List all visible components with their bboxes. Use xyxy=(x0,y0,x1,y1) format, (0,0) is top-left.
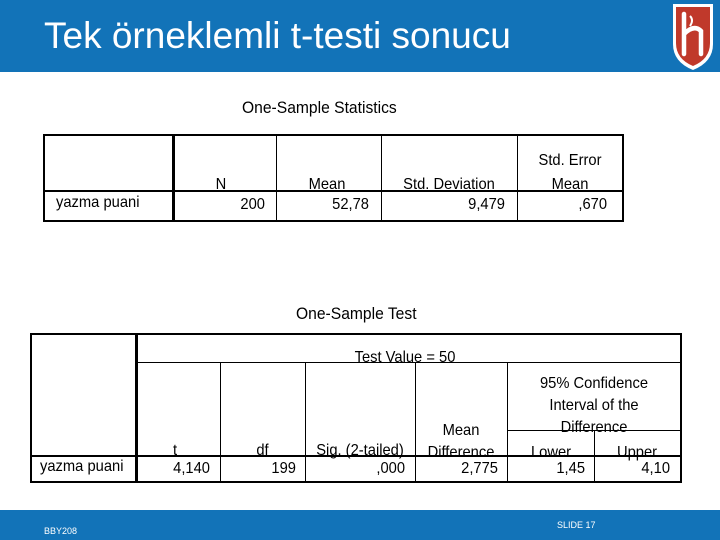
test-header-df: df xyxy=(256,442,269,459)
test-divider-label xyxy=(135,333,138,483)
test-value-upper: 4,10 xyxy=(641,460,670,477)
stats-border-right xyxy=(622,134,624,222)
test-border-bottom xyxy=(30,481,682,483)
test-value-mean-diff: 2,775 xyxy=(461,460,498,477)
stats-header-std-error-line1: Std. Error xyxy=(538,152,602,169)
test-header-ci-line3: Difference xyxy=(560,419,628,436)
stats-row-label: yazma puani xyxy=(56,194,140,211)
stats-divider-1 xyxy=(276,134,277,222)
footer-course-code: BBY208 xyxy=(44,526,78,536)
test-row-label: yazma puani xyxy=(40,458,124,475)
test-header-t: t xyxy=(172,442,178,459)
stats-border-left xyxy=(43,134,45,222)
test-value-t: 4,140 xyxy=(173,460,210,477)
footer-slide-number: SLIDE 17 xyxy=(557,520,596,530)
stats-table-title: One-Sample Statistics xyxy=(242,98,397,117)
test-value-label: Test Value = 50 xyxy=(354,349,456,366)
test-header-upper: Upper xyxy=(616,444,658,461)
stats-value-n: 200 xyxy=(240,196,265,213)
stats-value-mean: 52,78 xyxy=(332,196,369,213)
stats-header-std-dev: Std. Deviation xyxy=(403,176,495,193)
test-value-df: 199 xyxy=(271,460,296,477)
test-header-sig: Sig. (2-tailed) xyxy=(316,442,404,459)
stats-divider-label xyxy=(172,134,175,222)
test-header-mean-diff-line1: Mean xyxy=(442,422,480,439)
test-border-left xyxy=(30,333,32,483)
test-header-lower: Lower xyxy=(530,444,572,461)
test-header-mean-diff-line2: Difference xyxy=(427,444,495,461)
test-divider-2 xyxy=(305,362,306,483)
hacettepe-h-logo-icon xyxy=(668,0,718,72)
stats-border-top xyxy=(43,134,624,136)
test-border-top xyxy=(30,333,682,335)
test-border-right xyxy=(680,333,682,483)
footer-bar xyxy=(0,510,720,540)
stats-value-std-dev: 9,479 xyxy=(468,196,505,213)
test-divider-3 xyxy=(415,362,416,483)
test-value-lower: 1,45 xyxy=(556,460,585,477)
stats-border-bottom xyxy=(43,220,624,222)
test-header-ci-line2: Interval of the xyxy=(549,397,639,414)
stats-divider-2 xyxy=(381,134,382,222)
stats-header-mean: Mean xyxy=(308,176,346,193)
stats-header-std-error-line2: Mean xyxy=(551,176,589,193)
test-divider-4 xyxy=(507,362,508,483)
stats-header-n: N xyxy=(215,176,227,193)
test-value-sig: ,000 xyxy=(376,460,405,477)
stats-divider-3 xyxy=(517,134,518,222)
stats-value-std-error: ,670 xyxy=(578,196,607,213)
test-header-ci-line1: 95% Confidence xyxy=(539,375,649,392)
test-table-title: One-Sample Test xyxy=(296,304,417,323)
test-divider-1 xyxy=(220,362,221,483)
slide-title: Tek örneklemli t-testi sonucu xyxy=(44,15,511,56)
title-bar xyxy=(0,0,720,72)
